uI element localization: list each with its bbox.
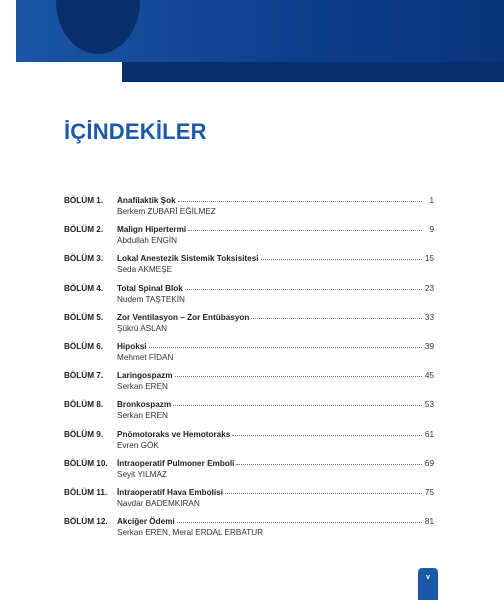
entry-body: [117, 313, 434, 333]
toc-entry[interactable]: [64, 400, 434, 429]
toc-entry[interactable]: [64, 313, 434, 342]
entry-body: [117, 488, 434, 508]
entry-body: [117, 196, 434, 216]
entry-author: Serkan EREN: [117, 382, 168, 392]
entry-body: [117, 400, 434, 420]
chapter-label: BÖLÜM 2.: [64, 225, 104, 235]
chapter-label: BÖLÜM 10.: [64, 458, 108, 468]
entry-body: [117, 430, 434, 450]
page-title: İÇİNDEKİLER: [64, 119, 207, 144]
dot-leader: [177, 522, 422, 523]
entry-title: Malign Hipertermi: [117, 225, 187, 235]
page-number-tab: [418, 568, 438, 600]
entry-body: [117, 371, 434, 391]
entry-body: [117, 342, 434, 362]
entry-title: Laringospazm: [117, 371, 173, 381]
toc-entry[interactable]: [64, 225, 434, 254]
entry-title: Akciğer Ödemi: [117, 517, 175, 527]
chapter-label: BÖLÜM 8.: [64, 400, 104, 410]
entry-author: Mehmet FİDAN: [117, 352, 174, 362]
chapter-label: BÖLÜM 7.: [64, 371, 104, 381]
dot-leader: [261, 259, 422, 260]
entry-page-number: 45: [424, 371, 434, 381]
entry-page-number: 23: [424, 283, 434, 293]
entry-page-number: 1: [429, 196, 434, 205]
entry-page-number: 39: [424, 341, 434, 351]
dot-leader: [173, 405, 422, 406]
entry-page-number: 61: [424, 429, 434, 439]
title-line: [117, 459, 434, 468]
dot-leader: [232, 435, 422, 436]
dot-leader: [251, 318, 422, 319]
entry-title: Bronkospazm: [117, 400, 172, 410]
entry-author: Seda AKMEŞE: [117, 265, 173, 275]
entry-title: Hipoksi: [117, 341, 147, 351]
chapter-label: BÖLÜM 9.: [64, 429, 104, 439]
dot-leader: [236, 464, 422, 465]
header-band: [16, 0, 504, 62]
toc-entry[interactable]: [64, 488, 434, 517]
entry-title: Zor Ventilasyon – Zor Entübasyon: [117, 312, 250, 322]
entry-page-number: 15: [424, 254, 434, 264]
entry-page-number: 69: [424, 458, 434, 468]
toc-list: [64, 196, 434, 546]
title-line: [117, 196, 434, 205]
entry-title: İntraoperatif Pulmoner Emboli: [117, 458, 235, 468]
entry-page-number: 81: [424, 517, 434, 527]
chapter-label: BÖLÜM 12.: [64, 517, 108, 527]
entry-title: Total Spinal Blok: [117, 283, 183, 293]
entry-author: Evren GÖK: [117, 440, 159, 450]
dot-leader: [185, 289, 422, 290]
header-circle-decoration: [56, 0, 140, 54]
entry-title: Pnömotoraks ve Hemotoraks: [117, 429, 231, 439]
title-line: [117, 342, 434, 351]
toc-entry[interactable]: [64, 517, 434, 546]
toc-entry[interactable]: [64, 459, 434, 488]
title-line: [117, 371, 434, 380]
toc-entry[interactable]: [64, 284, 434, 313]
entry-author: Berkem ZUBARİ EĞİLMEZ: [117, 207, 216, 216]
entry-author: Abdullah ENGİN: [117, 236, 178, 246]
title-line: [117, 254, 434, 263]
entry-author: Şükrü ASLAN: [117, 323, 168, 333]
chapter-label: BÖLÜM 1.: [64, 196, 104, 205]
entry-body: [117, 225, 434, 245]
toc-entry[interactable]: [64, 371, 434, 400]
toc-entry[interactable]: [64, 430, 434, 459]
chapter-label: BÖLÜM 5.: [64, 312, 104, 322]
entry-body: [117, 284, 434, 304]
title-line: [117, 284, 434, 293]
chapter-label: BÖLÜM 6.: [64, 341, 104, 351]
entry-author: Navdar BADEMKIRAN: [117, 498, 200, 508]
dot-leader: [175, 376, 422, 377]
toc-entry[interactable]: [64, 254, 434, 283]
toc-entry[interactable]: [64, 342, 434, 371]
entry-title: İntraoperatif Hava Embolisi: [117, 487, 224, 497]
entry-page-number: 9: [429, 225, 434, 235]
entry-author: Seyit YILMAZ: [117, 469, 167, 479]
toc-entry[interactable]: [64, 196, 434, 225]
entry-author: Nudem TAŞTEKİN: [117, 294, 185, 304]
title-line: [117, 225, 434, 234]
entry-title: Lokal Anestezik Sistemik Toksisitesi: [117, 254, 259, 264]
chapter-label: BÖLÜM 3.: [64, 254, 104, 264]
entry-page-number: 53: [424, 400, 434, 410]
header-stripe: [122, 62, 504, 82]
title-line: [117, 488, 434, 497]
title-line: [117, 400, 434, 409]
title-line: [117, 313, 434, 322]
page-number: v: [426, 574, 430, 581]
chapter-label: BÖLÜM 4.: [64, 283, 104, 293]
entry-body: [117, 459, 434, 479]
dot-leader: [178, 201, 422, 202]
entry-author: Serkan EREN, Meral ERDAL ERBATUR: [117, 528, 264, 538]
entry-author: Serkan EREN: [117, 411, 168, 421]
chapter-label: BÖLÜM 11.: [64, 487, 108, 497]
entry-body: [117, 254, 434, 274]
title-line: [117, 430, 434, 439]
dot-leader: [225, 493, 422, 494]
dot-leader: [149, 347, 422, 348]
title-line: [117, 517, 434, 526]
entry-page-number: 75: [424, 487, 434, 497]
entry-page-number: 33: [424, 312, 434, 322]
entry-title: Anafilaktik Şok: [117, 196, 176, 205]
dot-leader: [188, 230, 422, 231]
entry-body: [117, 517, 434, 537]
